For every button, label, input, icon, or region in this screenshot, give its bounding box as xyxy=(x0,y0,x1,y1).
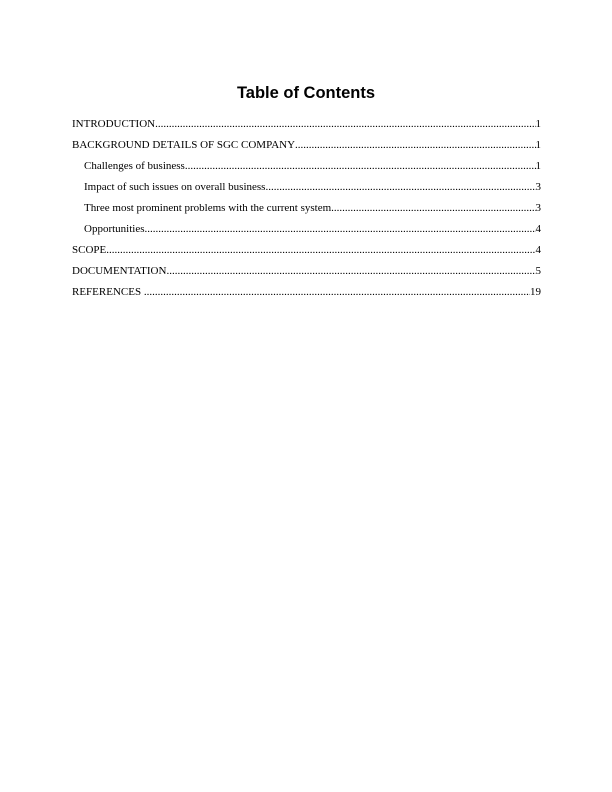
toc-entry-scope[interactable] xyxy=(72,243,541,264)
toc-dot-leader xyxy=(295,138,535,152)
toc-page-number: 19 xyxy=(530,286,541,298)
toc-entry-references[interactable] xyxy=(72,285,541,306)
toc-entry-three-prominent-problems[interactable] xyxy=(72,201,541,222)
toc-page-number: 5 xyxy=(535,265,541,277)
toc-entry-documentation[interactable] xyxy=(72,264,541,285)
toc-entry-label: INTRODUCTION xyxy=(72,118,156,130)
table-of-contents xyxy=(72,117,541,306)
toc-entry-label: DOCUMENTATION xyxy=(72,265,167,277)
toc-dot-leader xyxy=(145,222,536,236)
toc-dot-leader xyxy=(144,285,530,299)
toc-entry-label: Challenges of business xyxy=(84,160,185,172)
toc-entry-impact-of-issues[interactable] xyxy=(72,180,541,201)
toc-page-number: 1 xyxy=(535,118,541,130)
toc-entry-background-details[interactable] xyxy=(72,138,541,159)
toc-dot-leader xyxy=(185,159,536,173)
toc-page-number: 3 xyxy=(535,181,541,193)
toc-entry-label: SCOPE xyxy=(72,244,107,256)
toc-page-number: 3 xyxy=(535,202,541,214)
toc-dot-leader xyxy=(155,117,535,131)
toc-dot-leader xyxy=(331,201,535,215)
toc-entry-introduction[interactable] xyxy=(72,117,541,138)
toc-entry-challenges-of-business[interactable] xyxy=(72,159,541,180)
toc-entry-label: Three most prominent problems with the current system xyxy=(84,202,332,214)
toc-entry-opportunities[interactable] xyxy=(72,222,541,243)
toc-page-number: 4 xyxy=(535,244,541,256)
toc-entry-label: Opportunities xyxy=(84,223,145,235)
toc-entry-label: Impact of such issues on overall business xyxy=(84,181,266,193)
toc-page-number: 1 xyxy=(535,139,541,151)
toc-entry-label: BACKGROUND DETAILS OF SGC COMPANY xyxy=(72,139,296,151)
toc-page-number: 1 xyxy=(535,160,541,172)
toc-entry-label: REFERENCES xyxy=(72,286,144,298)
page-title: Table of Contents xyxy=(236,84,376,102)
toc-dot-leader xyxy=(106,243,535,257)
toc-dot-leader xyxy=(265,180,535,194)
toc-dot-leader xyxy=(166,264,535,278)
toc-page-number: 4 xyxy=(535,223,541,235)
